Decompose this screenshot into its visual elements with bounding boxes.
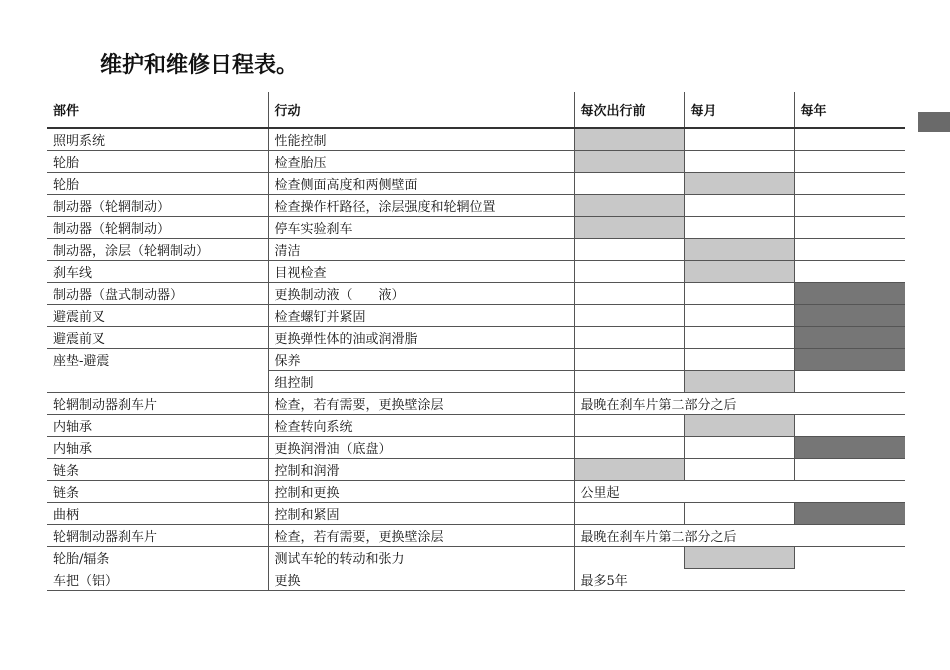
table-row — [47, 525, 905, 547]
header-before-each-trip: 每次出行前 — [574, 92, 684, 128]
cell-before-each-trip — [574, 437, 684, 459]
cell-yearly — [794, 283, 905, 305]
cell-action: 目视检查 — [268, 261, 574, 283]
cell-action: 检查操作杆路径，涂层强度和轮辋位置 — [268, 195, 574, 217]
cell-interval-note: 最晚在刹车片第二部分之后 — [574, 525, 905, 547]
cell-before-each-trip — [574, 305, 684, 327]
cell-interval-note: 公里起 — [574, 481, 905, 503]
cell-yearly — [794, 239, 905, 261]
table-row — [47, 151, 905, 173]
cell-yearly — [794, 437, 905, 459]
header-yearly: 每年 — [794, 92, 905, 128]
cell-monthly — [684, 415, 794, 437]
cell-action: 控制和紧固 — [268, 503, 574, 525]
cell-before-each-trip — [574, 283, 684, 305]
cell-yearly — [794, 217, 905, 239]
cell-action: 检查转向系统 — [268, 415, 574, 437]
cell-part: 轮胎 — [47, 173, 268, 195]
cell-part: 座垫-避震 — [53, 354, 110, 370]
cell-part: 制动器（轮辋制动） — [47, 217, 268, 239]
cell-part: 制动器（盘式制动器） — [47, 283, 268, 305]
cell-yearly — [794, 151, 905, 173]
header-action: 行动 — [268, 92, 574, 128]
cell-action: 清洁 — [268, 239, 574, 261]
cell-monthly — [684, 547, 794, 569]
table-row — [47, 459, 905, 481]
cell-action: 组控制 — [268, 371, 574, 393]
cell-part: 照明系统 — [47, 128, 268, 151]
cell-part: 避震前叉 — [47, 305, 268, 327]
table-row — [47, 305, 905, 327]
header-monthly: 每月 — [684, 92, 794, 128]
cell-action: 控制和润滑 — [268, 459, 574, 481]
cell-part: 避震前叉 — [47, 327, 268, 349]
cell-monthly — [684, 371, 794, 393]
table-row — [47, 569, 905, 591]
cell-before-each-trip — [574, 239, 684, 261]
cell-before-each-trip — [574, 128, 684, 151]
header-row — [47, 92, 905, 128]
cell-yearly — [794, 261, 905, 283]
table-row — [47, 239, 905, 261]
cell-yearly — [794, 415, 905, 437]
cell-before-each-trip — [574, 349, 684, 371]
cell-part: 轮胎 — [47, 151, 268, 173]
cell-part: 内轴承 — [47, 415, 268, 437]
cell-action: 保养 — [268, 349, 574, 371]
cell-before-each-trip — [574, 459, 684, 481]
cell-monthly — [684, 217, 794, 239]
cell-monthly — [684, 239, 794, 261]
cell-monthly — [684, 349, 794, 371]
cell-monthly — [684, 261, 794, 283]
maintenance-schedule-table — [47, 92, 905, 591]
cell-interval-note: 最晚在刹车片第二部分之后 — [574, 393, 905, 415]
cell-part: 轮辋制动器刹车片 — [47, 393, 268, 415]
cell-part: 刹车线 — [47, 261, 268, 283]
cell-action: 更换 — [268, 569, 574, 591]
cell-action: 检查，若有需要，更换壁涂层 — [268, 393, 574, 415]
cell-action: 检查侧面高度和两侧壁面 — [268, 173, 574, 195]
table-row — [47, 195, 905, 217]
cell-action: 控制和更换 — [268, 481, 574, 503]
cell-action: 更换弹性体的油或润滑脂 — [268, 327, 574, 349]
table-row — [47, 173, 905, 195]
table-row — [47, 327, 905, 349]
cell-part: 轮辋制动器刹车片 — [47, 525, 268, 547]
table-row — [47, 415, 905, 437]
table-row — [47, 217, 905, 239]
cell-yearly — [794, 371, 905, 393]
cell-yearly — [794, 349, 905, 371]
cell-part: 轮胎/辐条 — [53, 552, 110, 568]
cell-before-each-trip — [574, 327, 684, 349]
cell-part: 曲柄 — [47, 503, 268, 525]
cell-action: 更换润滑油（底盘） — [268, 437, 574, 459]
cell-monthly — [684, 195, 794, 217]
cell-action: 测试车轮的转动和张力 — [268, 547, 574, 569]
cell-yearly — [794, 195, 905, 217]
cell-monthly — [684, 128, 794, 151]
cell-yearly — [794, 459, 905, 481]
header-part: 部件 — [47, 92, 268, 128]
cell-action: 更换制动液（ 液） — [268, 283, 574, 305]
cell-before-each-trip — [574, 503, 684, 525]
cell-part: 制动器（轮辋制动） — [47, 195, 268, 217]
cell-yearly — [794, 305, 905, 327]
cell-yearly — [794, 547, 905, 569]
table-row — [47, 128, 905, 151]
cell-action: 性能控制 — [268, 128, 574, 151]
cell-action: 停车实验刹车 — [268, 217, 574, 239]
cell-before-each-trip — [574, 195, 684, 217]
cell-part — [47, 371, 268, 393]
cell-yearly — [794, 503, 905, 525]
cell-action: 检查胎压 — [268, 151, 574, 173]
table-row — [47, 547, 905, 569]
cell-part: 链条 — [47, 481, 268, 503]
cell-monthly — [684, 437, 794, 459]
cell-part: 制动器，涂层（轮辋制动） — [47, 239, 268, 261]
table-row — [47, 283, 905, 305]
table-row — [47, 481, 905, 503]
cell-monthly — [684, 283, 794, 305]
cell-interval-note: 最多5年 — [574, 569, 905, 591]
cell-part: 车把（铝） — [47, 569, 268, 591]
cell-monthly — [684, 503, 794, 525]
cell-monthly — [684, 327, 794, 349]
table-row — [47, 371, 905, 393]
schedule-body — [47, 128, 905, 591]
cell-part: 链条 — [47, 459, 268, 481]
table-row — [47, 393, 905, 415]
cell-monthly — [684, 305, 794, 327]
cell-monthly — [684, 151, 794, 173]
cell-before-each-trip — [574, 547, 684, 569]
cell-monthly — [684, 459, 794, 481]
cell-yearly — [794, 173, 905, 195]
cell-yearly — [794, 128, 905, 151]
cell-part: 内轴承 — [47, 437, 268, 459]
table-row — [47, 437, 905, 459]
cell-before-each-trip — [574, 151, 684, 173]
section-tab-marker — [918, 112, 950, 132]
cell-before-each-trip — [574, 415, 684, 437]
cell-action: 检查，若有需要，更换壁涂层 — [268, 525, 574, 547]
cell-before-each-trip — [574, 217, 684, 239]
page-title: 维护和维修日程表。 — [100, 53, 299, 78]
cell-before-each-trip — [574, 261, 684, 283]
table-row — [47, 349, 905, 371]
cell-action: 检查螺钉并紧固 — [268, 305, 574, 327]
cell-before-each-trip — [574, 173, 684, 195]
cell-monthly — [684, 173, 794, 195]
table-row — [47, 503, 905, 525]
cell-yearly — [794, 327, 905, 349]
cell-before-each-trip — [574, 371, 684, 393]
table-row — [47, 261, 905, 283]
